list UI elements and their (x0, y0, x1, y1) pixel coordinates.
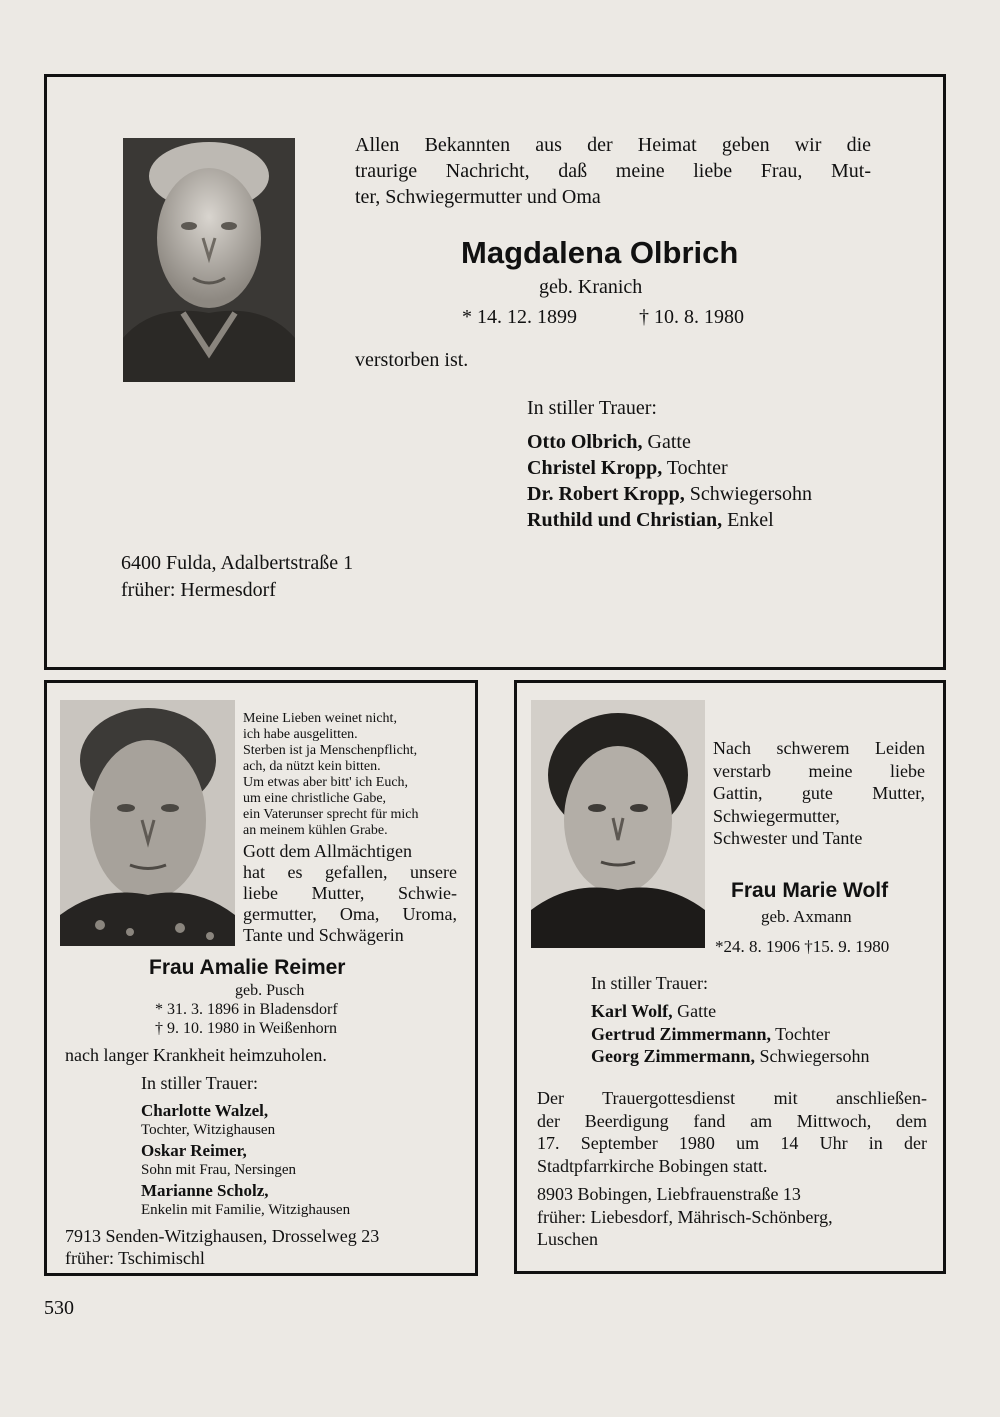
closing-text: nach langer Krankheit heimzuholen. (65, 1045, 327, 1065)
intro-text: Nach schwerem Leiden verstarb meine liebe Gattin, gute Mutter, Schwiegermutter, Schwester und Tante (713, 738, 925, 848)
intro-text: Allen Bekannten aus der Heimat geben wir die traurige Nachricht, daß meine liebe Frau, Mut- ter, Schwiegermutter und Oma (355, 134, 871, 208)
mourner-detail: Tochter, Witzighausen (141, 1122, 276, 1138)
birth-info: * 31. 3. 1896 in Bladensdorf (155, 1001, 338, 1018)
birth-date: * 14. 12. 1899 (462, 306, 577, 328)
mourning-label: In stiller Trauer: (141, 1073, 258, 1093)
mourners-list (141, 1101, 350, 1220)
mourning-label: In stiller Trauer: (591, 973, 708, 993)
notice-reimer (44, 680, 478, 1276)
mourner: Ruthild und Christian, Enkel (527, 509, 774, 531)
deceased-name: Frau Amalie Reimer (149, 956, 346, 979)
mourner: Christel Kropp, Tochter (527, 457, 728, 479)
mourners-list (591, 1000, 869, 1068)
deceased-name: Frau Marie Wolf (731, 879, 889, 902)
death-info: † 9. 10. 1980 in Weißenhorn (155, 1020, 337, 1037)
portrait-photo-olbrich (123, 138, 295, 382)
mourner: Karl Wolf, Gatte (591, 1001, 717, 1021)
mourning-label: In stiller Trauer: (527, 397, 657, 419)
mourner: Charlotte Walzel, (141, 1101, 269, 1120)
mourner: Marianne Scholz, (141, 1181, 269, 1200)
address: 7913 Senden-Witzighausen, Drosselweg 23 (65, 1226, 380, 1246)
portrait-photo-reimer (60, 700, 235, 946)
maiden-name: geb. Kranich (539, 276, 643, 298)
mourner-detail: Enkelin mit Familie, Witzighausen (141, 1202, 351, 1218)
mourner-detail: Sohn mit Frau, Nersingen (141, 1162, 296, 1178)
notice-wolf (514, 680, 946, 1274)
deceased-text: verstorben ist. (355, 349, 469, 371)
mourner: Dr. Robert Kropp, Schwiegersohn (527, 483, 812, 505)
address: 6400 Fulda, Adalbertstraße 1 (121, 552, 354, 574)
life-dates: *24. 8. 1906 †15. 9. 1980 (715, 937, 890, 956)
former-residence: früher: Hermesdorf (121, 579, 276, 601)
mourner: Georg Zimmermann, Schwiegersohn (591, 1046, 870, 1066)
service-text: Der Trauergottesdienst mit anschließen- der Beerdigung fand am Mittwoch, dem 17. September 1980 um 14 Uhr in der Stadtpfarrkirche Bobingen statt. (537, 1088, 927, 1176)
death-date: † 10. 8. 1980 (639, 306, 744, 328)
poem: Meine Lieben weinet nicht, ich habe ausgelitten. Sterben ist ja Menschenpflicht, ach, da nützt kein bitten. Um etwas aber bitt' ich Euch, um eine christliche Gabe, ein Vaterunser sprecht für mich an meinem kühlen Grabe. (243, 711, 419, 838)
former-residence: früher: Tschimischl (65, 1248, 205, 1268)
mourner: Gertrud Zimmermann, Tochter (591, 1023, 830, 1044)
deceased-name: Magdalena Olbrich (461, 235, 739, 270)
maiden-name: geb. Axmann (761, 907, 852, 926)
mourner: Otto Olbrich, Gatte (527, 431, 691, 453)
maiden-name: geb. Pusch (235, 982, 305, 999)
page-number: 530 (44, 1297, 74, 1319)
portrait-photo-wolf (531, 700, 705, 948)
mourners-list (527, 429, 812, 533)
notice-olbrich (44, 74, 946, 670)
mourner: Oskar Reimer, (141, 1141, 247, 1160)
intro-text: Gott dem Allmächtigen hat es gefallen, unsere liebe Mutter, Schwie- germutter, Oma, Uroma, Tante und Schwägerin (243, 841, 457, 945)
address: 8903 Bobingen, Liebfrauenstraße 13 früher: Liebesdorf, Mährisch-Schönberg, Luschen (537, 1184, 833, 1249)
